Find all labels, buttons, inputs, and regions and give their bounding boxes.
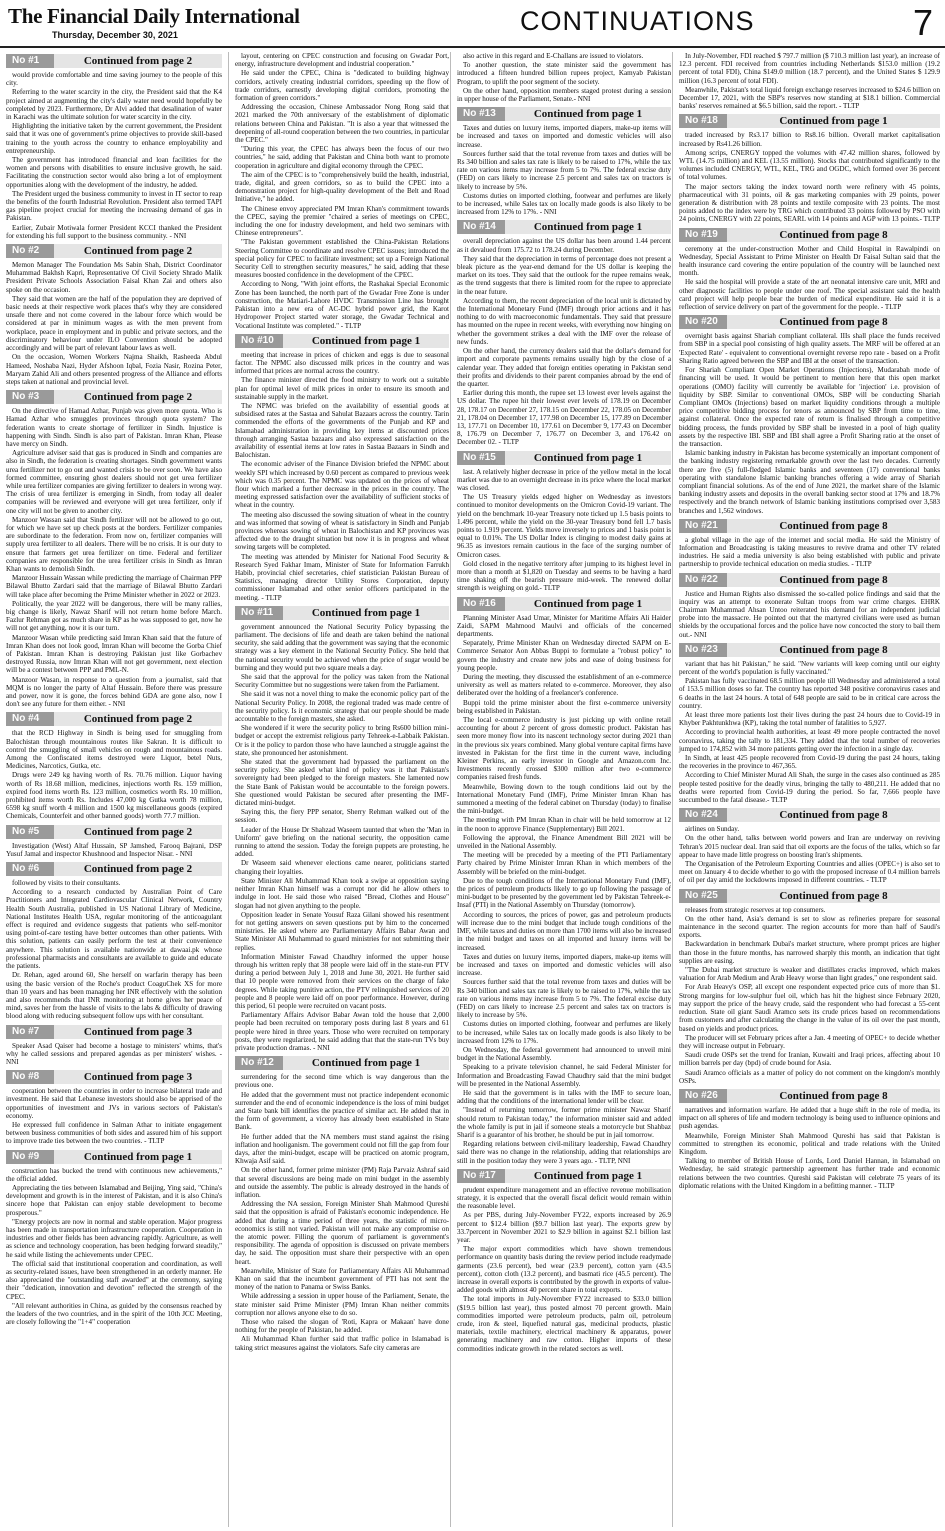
story-paragraph: On the other hand, opposition members staged protest during a session in upper house of the Parliament, Senate.- NNI bbox=[457, 86, 671, 104]
story-number: No #9 bbox=[6, 1150, 54, 1164]
story-number: No #20 bbox=[679, 315, 727, 329]
story-paragraph: The President urged the business community to invest in IT sector to reap the benefits of the fourth Industrial Revolution. President also termed TAPI gas pipeline project crucial for meeting the increasing demand of gas in Pakistan. bbox=[6, 189, 222, 223]
story-header bbox=[457, 597, 671, 611]
story-number: No #25 bbox=[679, 889, 727, 903]
article-columns bbox=[6, 52, 939, 1527]
story-paragraph: The NPMC was briefed on the availability of essential goods at subsidised rates at the Sastaa and Sahulat Bazaars across the country. Tarin commended the efforts of the governments of the Punjab and KP and Islamabad administration in providing key items at discounted prices through arranging Sastaa bazaars and also expressed satisfaction on the availability of essential items at low rates in Sastaa Bazaars in Sindh and Balochistan. bbox=[235, 401, 449, 460]
continued-from-label: Continued from page 1 bbox=[505, 220, 671, 234]
continued-from-label: Continued from page 2 bbox=[54, 712, 222, 726]
story-paragraph: "All relevant authorities in China, as guided by the consensus reached by the leaders of the two countries, and in the spirit of the 10th JCC Meeting, are closely following the "1+4" cooperation bbox=[6, 1301, 222, 1327]
story-paragraph: Gold closed in the negative territory after jumping to its highest level in more than a month at $1,820 on Tuesday and seems to be having a hard time shaking off the bearish pressure mid-week. The renewed dollar strength is weighing on gold.- TLTP bbox=[457, 559, 671, 593]
story-number: No #22 bbox=[679, 573, 727, 587]
continued-from-label: Continued from page 2 bbox=[54, 862, 222, 876]
story-header bbox=[235, 334, 449, 348]
story-paragraph: traded increased by Rs3.17 billion to Rs8.16 billion. Overall market capitalisation increased by Rs41.26 billion. bbox=[679, 131, 940, 148]
story-paragraph: meeting that increase in prices of chicken and eggs is due to seasonal factor. The NPMC also discussed milk prices in the country and was informed that prices are normal across the country. bbox=[235, 350, 449, 376]
story-paragraph: On the other hand, former prime minister (PM) Raja Parvaiz Ashraf said that several discussions are being made on mini budget in the assembly and outside the assembly. The public is already destroyed in the hands of inflation. bbox=[235, 1166, 449, 1199]
story-paragraph: Investigation (West) Altaf Hussain, SP Jamshed, Farooq Bajrani, DSP Yusuf Jamal and inspector Khushnood and Inspector Nisar. - NNI bbox=[6, 841, 222, 858]
story-paragraph: For Shariah Compliant Open Market Operations (Injections), Mudarabah mode of financing will be used. It would be pertinent to mention here that this open market operations (OMO) facility will currently be available for 'injection' i.e. provision of liquidity by SBP. Similar to conventional OMOs, SBP will be conducting Shariah Compliant OMOs (Injections) based on market liquidity conditions through a multiple price competitive bidding process for tenors as announced by SBP from time to time, against collateral. Once the expected rate of return is finalised through a competitive bidding process, the funds provided by SBP shall be invested in a pool of high quality assets by the respective IBI. SBP and IBI shall agree a Profit Sharing ratio at the onset of the transaction. bbox=[679, 366, 940, 448]
story-number: No #23 bbox=[679, 643, 727, 657]
page-number: 7 bbox=[912, 2, 933, 43]
story-paragraph: "During this year, the CPEC has always been the focus of our two countries," he said, adding that Pakistan and China both want to promote cooperation in agriculture and digital economy through the CPEC. bbox=[235, 145, 449, 170]
story-paragraph: a global village in the age of the internet and social media. He said the Ministry of Information and Broadcasting is taking measures to revive drama and other TV related industries. He said a media university is also being established with public and private partnership to provide technical education on media studies. - TLTP bbox=[679, 535, 940, 569]
continued-from-label: Continued from page 1 bbox=[727, 114, 940, 128]
continued-story bbox=[679, 808, 940, 884]
story-paragraph: Saying this, the fiery PPP senator, Sherry Rehman walked out of the session. bbox=[235, 808, 449, 825]
story-paragraph: The economic adviser of the Finance Division briefed the NPMC about weekly SPI which increased by 0.60 percent as compared to previous week which was 0.35 percent. The NPMC was updated on the prices of wheat flour which marked a further decrease in the prices in the country. The meeting expressed satisfaction over the availability of sufficient stocks of wheat in the country. bbox=[235, 460, 449, 510]
story-number: No #19 bbox=[679, 228, 727, 242]
story-paragraph: last. A relatively higher decrease in price of the yellow metal in the local market was due to an overnight decrease in its price where the local market was closed. bbox=[457, 467, 671, 492]
story-number: No #1 bbox=[6, 54, 54, 68]
continued-story bbox=[679, 114, 940, 223]
continued-from-label: Continued from page 1 bbox=[505, 107, 671, 121]
story-paragraph: According to Nong, "With joint efforts, the Rashakai Special Economic Zone has been launched, the north part of the Gwadar Free Zone is under construction, the Matiari-Lahore HVDC Transmission Line has brought Pakistan into a new era of AC-DC hybrid power grid, the Karot Hydropower Project started water storage, the Gwadar Technical and Vocational Institute was completed." - TLTP bbox=[235, 280, 449, 330]
story-paragraph: Islamic banking industry in Pakistan has become systemically an important component of the banking industry registering remarkable growth over the last two decades. Currently there are five (5) full-fledged Islamic banks and seventeen (17) conventional banks operating with standalone Islamic banking branches offering a wide array of Shariah compliant financial solutions. As of the end of June 2021, the market share of the Islamic banking industry assets and deposits in the overall banking sector stood at 17% and 18.7% respectively and the branch network of Islamic banking institutions comprised over 3,583 branches and 1,562 windows. bbox=[679, 449, 940, 515]
continued-story bbox=[679, 228, 940, 312]
section-title: CONTINUATIONS bbox=[520, 6, 755, 36]
story-number: No #8 bbox=[6, 1070, 54, 1084]
continued-story bbox=[679, 1089, 940, 1190]
story-paragraph: On the directive of Hamad Azhar, Punjab was given more quota. Who is Hamad Azhar who smuggles provinces through quota system? The federation wants to create shortage of fertilizer in Sindh. Injustice is happening with Sindh. Sindh is also part of Pakistan. Imran Khan, Please have mercy on Sindh. bbox=[6, 407, 222, 448]
story-paragraph: The major export commodities which have shown tremendous performance on quantity basis during the review period include readymade garments (23.6 percent), bed wear (23.9 percent), cotton yarn (43.5 percent), cotton cloth (13.2 percent), and basmati rice (45.5 percent). The increase in overall exports is contributed by the growth in exports of value-added goods with almost 40 percent share in total exports. bbox=[457, 1245, 671, 1295]
story-paragraph: prudent expenditure management and an effective revenue mobilisation strategy, it is expected that the overall fiscal deficit would remain within the reasonable level. bbox=[457, 1185, 671, 1211]
continued-story bbox=[457, 52, 671, 103]
story-paragraph: The government has introduced financial and loan facilities for the women and persons with disabilities to ensure inclusive growth, he said. Facilitating the construction sector would also bring a lot of employment opportunities along with the development of the industry, he added. bbox=[6, 156, 222, 189]
continued-story bbox=[679, 315, 940, 514]
continued-from-label: Continued from page 3 bbox=[54, 1025, 222, 1039]
story-paragraph: During the meeting, they discussed the establishment of an e-commerce university as well as matters related to e-commerce. Moreover, they also deliberated over the holding of a freelancer's conference. bbox=[457, 673, 671, 698]
story-paragraph: For Arab Heavy's OSP, all except one respondent expected price cuts of more than $1. Strong margins for low-sulphur fuel oil, which has hit the highest since February 2020, may support the price of the heavy crude, said the respondent who had forecast a 55-cent reduction. State oil giant Saudi Aramco sets its crude prices based on recommendations from customers and after calculating the change in the value of its oil over the past month, based on yields and product prices. bbox=[679, 983, 940, 1033]
story-paragraph: The local e-commerce industry is just picking up with online retail accounting for about 2 percent of gross domestic product. Pakistan has seen more money flow into its nascent technology sector during 2021 than in the previous six years combined. Many global venture capital firms have invested in Pakistan for the first time in the current wave, including Kleiner Perkins, an early investor in Google and Amazon.com Inc. Investments recently crossed $300 million after two e-commerce companies raised fresh funds. bbox=[457, 716, 671, 782]
story-paragraph: overnight basis against Shariah compliant collateral. IIIs shall place the funds received from SBP in a special pool consisting of high quality assets. The MRF will be offered at an 'Expected Rate' - equivalent to conventional overnight reverse repo rate - based on a Profit Sharing Ratio agreed between the SBP and IBI at the onset of the transaction. bbox=[679, 332, 940, 365]
story-paragraph: On the other hand, the currency dealers said that the dollar's demand for import and corporate payments remains usually high by the close of a calendar year. They added that foreign entities operating in Pakistan send their profits and dividends to their parent companies abroad by the end of the quarter. bbox=[457, 347, 671, 388]
continued-from-label: Continued from page 1 bbox=[283, 1056, 449, 1070]
story-header bbox=[6, 390, 222, 404]
story-paragraph: Customs duties on imported clothing, footwear and perfumes are likely to be increased, while Sales tax on locally made goods is also likely to be increased from 12% to 17%. bbox=[457, 1020, 671, 1045]
story-header bbox=[235, 1056, 449, 1070]
continued-story bbox=[457, 107, 671, 216]
story-paragraph: She wondered if it were the security policy to bring Rs600 billion mini-budget or accept the extremist religious party Tehreek-e-Labbaik Pakistan. Or is it the policy to pardon those who have launched a struggle against the state, she pronounced her astonishment. bbox=[235, 724, 449, 757]
story-paragraph: According to provincial health authorities, at least 49 more people contracted the novel coronavirus, taking the tally to 181,334. They added that the total number of recoveries jumped to 174,852 with 34 more patients getting over the infection in a single day. bbox=[679, 728, 940, 753]
story-paragraph: construction has bucked the trend with continuous new achievements," the official added. bbox=[6, 1166, 222, 1183]
story-header bbox=[679, 114, 940, 128]
column-1 bbox=[6, 52, 222, 1527]
story-paragraph: releases from strategic reserves at top consumers. bbox=[685, 905, 826, 914]
story-paragraph: Memon Manager The Foundation Ms Sabin Shah, District Coordinator Muhammad Bakhsh Kapri, Representative Of Civil Society Shrado Malik President Private Schools Association Faisal Khan Zai and others also spoke on the occasion. bbox=[6, 261, 222, 294]
story-paragraph: He expressed full confidence in Salman Athar to initiate engagement between business communities of both sides and assured him of his support to improve trade ties between the two countries. - TLTP bbox=[6, 1120, 222, 1146]
story-paragraph: Planning Minister Asad Umar, Minister for Maritime Affairs Ali Haider Zaidi, SAPM Mahmood Maulvi and officials of the concerned departments. bbox=[457, 613, 671, 638]
story-number: No #16 bbox=[457, 597, 505, 611]
story-number: No #12 bbox=[235, 1056, 283, 1070]
continued-from-label: Continued from page 8 bbox=[727, 519, 940, 533]
continued-from-label: Continued from page 1 bbox=[283, 334, 449, 348]
story-paragraph: Speaker Asad Qaiser had become a hostage to ministers' whims, that's why he called sessions and prepared agendas as per ministers' wishes. - NNI bbox=[6, 1041, 222, 1066]
continued-story bbox=[679, 889, 940, 1085]
story-paragraph: They said that women are the half of the population they are deprived of basic needs at their respective work places that's why they are considered unsafe there and not come covered in the labour force which would be considered at par in minimum wages as with the men prevent from workplace, peace in employment and in public and private sectors, and the discriminatory behaviour under ILO Convention should be adopted accordingly and will be part of relevant labour laws as well. bbox=[6, 294, 222, 353]
continued-story bbox=[679, 52, 940, 110]
story-number: No #6 bbox=[6, 862, 54, 876]
continued-story bbox=[6, 1070, 222, 1145]
story-paragraph: Highlighting the initiative taken by the current government, the President said that it was one of government's prime objectives to provide skill-based training to the youth across the country to enhance employability and entrepreneurship. bbox=[6, 122, 222, 155]
story-paragraph: "The Pakistan government established the China-Pakistan Relations Steering Committee to coordinate and resolve CPEC issues; introduced the special policy for CPEC to facilitate investment; set up a Foreign National Security Cell to strengthen security measures," he said, adding that these measures boosted confidence in the development of the CPEC. bbox=[235, 238, 449, 280]
continued-from-label: Continued from page 1 bbox=[505, 451, 671, 465]
story-header bbox=[6, 1025, 222, 1039]
story-paragraph: Justice and Human Rights also dismissed the so-called police findings and said that the inquiry was an attempt to exonerate Sultan troops from war crime charges. EHRK Chairman Muhammad Ahsan Untoo reiterated his demand for an independent judicial probe into the massacre. He pointed out that the martyred civilians were used as human shields by the occupational forces and the police have now concocted the story to bail them out.- NNI bbox=[679, 589, 940, 639]
story-paragraph: Manzoor Wassan said that Sindh fertilizer will not be allowed to go out, for which we have set up check posts at the borders. Fertilizer companies are subordinate to the federation. From now on, fertilizer companies will supply urea fertilizer to all dealers. There will be no crisis. It is our duty to ensure that farmers get urea fertilizer on time. Federal and fertilizer companies are responsible for the urea fertilizer crisis in Sindh as Imran Khan wants to demolish Sindh. bbox=[6, 515, 222, 573]
story-paragraph: Meanwhile, Pakistan's total liquid foreign exchange reserves increased to $24.6 billion on December 17, 2021, with the SBP's reserves now standing at $18.1 billion. Commercial banks' reserves remained at $6.5 billion, said the report. - TLTP bbox=[679, 85, 940, 111]
story-paragraph: Backwardation in benchmark Dubai's market structure, where prompt prices are higher than those in the future months, has narrowed sharply this month, an indication that tight supplies are easing. bbox=[679, 940, 940, 965]
story-paragraph: Customs duties on imported clothing, footwear and perfumes are likely to be increased, while Sales tax on locally made goods is also likely to be increased from 12% to 17%. - NNI bbox=[457, 191, 671, 217]
story-paragraph: surrendering for the second time which is way dangerous than the previous one. bbox=[235, 1073, 449, 1090]
masthead bbox=[0, 0, 945, 48]
continued-story bbox=[457, 1169, 671, 1353]
story-paragraph: Dr. Rehan, aged around 60, She herself on warfarin therapy has been using the basic version of the Roche's product CoaguChek XS for more than 10 years and has been managing her INR effectively with the solution and also recommends that INR monitoring at home gives her peace of mind, saves her from the hassle of visits to the labs & difficulty of drawing blood along with reducing subsequent follow ups with her consultant. bbox=[6, 971, 222, 1021]
story-paragraph: narratives and information warfare. He added that a huge shift in the role of media, its impact on all spheres of life and modern technology is being used to influence opinions and push agendas. bbox=[679, 1105, 940, 1131]
continued-from-label: Continued from page 1 bbox=[505, 597, 671, 611]
story-paragraph: The official said that institutional cooperation and coordination, as well as security-related issues, have been strengthened in an orderly manner. He also appreciated the "outstanding staff awarded" at the ceremony, saying their "dedication, innovation and devotion" reflected the strength of the CPEC. bbox=[6, 1259, 222, 1301]
story-paragraph: Manzoor Wasan, in response to a question from a journalist, said that MQM is no longer the party of Altaf Hussain. Before there was pressure and power, now it is gone, the forces behind GDA are gone also, now I don't see any future for them either. - NNI bbox=[6, 675, 222, 709]
story-number: No #26 bbox=[679, 1089, 727, 1103]
continued-from-label: Continued from page 8 bbox=[727, 643, 940, 657]
story-paragraph: On the other hand, Asia's demand is set to slow as refineries prepare for seasonal maintenance in the second quarter. The region accounts for more than half of Saudi's exports. bbox=[679, 914, 940, 940]
story-paragraph: Manzoor Wasan while predicting said Imran Khan said that the future of Imran Khan does not look good, Imran Khan will become the Gorba Chief of Pakistan. Imran Khan is destroying Pakistan just like Gorbachev destroyed Russia, now Imran Khan will not get government, next election will be a contest between PPP and PML-N. bbox=[6, 633, 222, 675]
story-paragraph: The producer will set February prices after a Jan. 4 meeting of OPEC+ to decide whether they will increase output in February. bbox=[679, 1033, 940, 1050]
story-paragraph: Addressing the occasion, Chinese Ambassador Nong Rong said that 2021 marked the 70th anniversary of the establishment of diplomatic relations between China and Pakistan. "It is also a year that witnessed the deepening of all-round cooperation between the two countries, in particular the CPEC." bbox=[235, 103, 449, 145]
story-number: No #2 bbox=[6, 244, 54, 258]
story-header bbox=[235, 606, 449, 620]
story-paragraph: also active in this regard and E-Challans are issued to violators. bbox=[463, 52, 644, 60]
story-paragraph: The Chinese envoy appreciated PM Imran Khan's commitment towards the CPEC, saying the premier "chaired a series of meetings on CPEC, including the one for industry development, and held two seminars with Chinese entrepreneurs". bbox=[235, 204, 449, 238]
story-paragraph: "The Dubai market structure is weaker and distillates cracks improved, which makes valuation for Arab Medium and Arab Heavy worse than light grades," one respondent said. bbox=[679, 966, 940, 983]
story-paragraph: Taxes and duties on luxury items, imported diapers, make-up items will be increased and taxes on imported and domestic vehicles will also increase. bbox=[457, 124, 671, 149]
column-4 bbox=[672, 52, 940, 1527]
story-paragraph: Parliamentary Affairs Advisor Babar Awan told the house that 2,000 people had been recruited on temporary posts during last 8 years and 61 people were hired in three years. Those who were recruited on temporary posts, they were regularized, he said adding that that the state-run TVs buy private production dramas. - NNI bbox=[235, 1011, 449, 1052]
story-paragraph: Politically, the year 2022 will be dangerous, there will be many rallies, big change is likely, Nawaz Sharif will not return home before March. Fazlur Rehman got as much share in KP as he was supposed to get, now he will not get anything, now it is our turn. bbox=[6, 599, 222, 633]
story-paragraph: overall depreciation against the US dollar has been around 1.44 percent as it devalued from 175.72 to 178.24 during December. bbox=[457, 237, 671, 254]
story-paragraph: Ali Muhammad Khan further said that traffic police in Islamabad is taking strict measures against the violators. Safe city cameras are bbox=[235, 1335, 449, 1352]
continued-story bbox=[6, 1025, 222, 1067]
continued-from-label: Continued from page 8 bbox=[727, 315, 940, 329]
story-paragraph: On the other hand, talks between world powers and Iran are underway on reviving Tehran's 2015 nuclear deal. Iran said that oil exports are the focus of the talks, which so far appear to have made little progress on boosting Iran's shipments. bbox=[679, 834, 940, 859]
story-header bbox=[457, 107, 671, 121]
story-paragraph: At least three more patients lost their lives during the past 24 hours due to Covid-19 in Khyber Pakhtunkhwa (KP), taking the total number of fatalities to 5,927. bbox=[679, 711, 940, 728]
story-paragraph: Meanwhile, Foreign Minister Shah Mahmood Qureshi has said that Pakistan is committed to strengthen its economic, political and trade relations with the United Kingdom. bbox=[679, 1131, 940, 1156]
story-paragraph: The US Treasury yields edged higher on Wednesday as investors continued to monitor developments on the Omicron Covid-19 variant. The yield on the benchmark 10-year Treasury note ticked up 1.5 basis points to 1.496 percent, while the yield on the 30-year Treasury bond fell 1.7 basis points to 1.919 percent. Yields move inversely to prices and 1 basis point is equal to 0.01%. The US Dollar Index is clinging to modest daily gains at 96.35 as investors remain cautious in the face of the surging number of Omicron cases. bbox=[457, 493, 671, 559]
story-number: No #13 bbox=[457, 107, 505, 121]
story-header bbox=[679, 228, 940, 242]
story-paragraph: The major sectors taking the index toward north were refinery with 45 points, pharmaceutical with 31 points, oil & gas marketing companies with 29 points, power generation & distribution with 28 points and textile composite with 23 points. The most points added to the index were by TRG which contributed 33 points followed by PSO with 24 points, CNERGY with 22 points, SEARL with 14 points and AGP with 13 points.- TLTP bbox=[679, 182, 940, 224]
story-header bbox=[679, 808, 940, 822]
story-paragraph: He further added that the NA members must stand against the rising inflation and hooliganism. The government could not fill the gap from four days, after the mini-budget, escape will be practiced on atomic program, Khwaja Asif said. bbox=[235, 1132, 449, 1166]
story-paragraph: Agriculture adviser said that gas is produced in Sindh and companies are also in Sindh, the federation is creating shortages. Sindh government wants urea fertilizer not to go out and wanted crisis to be over soon. We have also formed committee, ensuring ghost dealers should not get urea fertilizer while urea fertilizer companies are giving fertilizer to dealers in wrong way. The crisis of urea fertilizer is emerging in Sindh, from today all dealer companies will be reviewed and everyone will get urea fertilizer, only if one city will not be given to another city. bbox=[6, 449, 222, 515]
continued-from-label: Continued from page 8 bbox=[727, 889, 940, 903]
story-paragraph: Opposition leader in Senate Yousuf Raza Gilani showed his resentment for not getting answers on seven questions put by him to the concerned ministries. He asked where are Parliamentary Affairs Babar Awan and State Minister Ali Muhammad to guard ministries for not submitting their replies. bbox=[235, 910, 449, 952]
story-header bbox=[679, 889, 940, 903]
story-paragraph: The aim of the CPEC is to "comprehensively build the health, industrial, trade, digital, and green corridors, so as to build the CPEC into a demonstration project for high-quality development of the Belt and Road Initiative," he added. bbox=[235, 170, 449, 204]
story-paragraph: While addressing a session in upper house of the Parliament, Senate, the state minister said Prime Minister (PM) Imran Khan neither commits corruption nor allows anyone else to do so. bbox=[235, 1292, 449, 1317]
story-paragraph: Speaking to a private television channel, he said Federal Minister for Information and Broadcasting Fawad Chaudhry said that the mini budget will be presented in the National Assembly. bbox=[457, 1063, 671, 1088]
continued-story bbox=[679, 519, 940, 569]
story-paragraph: They said that the depreciation in terms of percentage does not present a bleak picture as the year-end demand for the US dollar is keeping the market on its toes. They said that the outlook for the rupee remains weak, as the trend suggests that there is limited room for the rupee to appreciate in the near future. bbox=[457, 254, 671, 296]
story-paragraph: He said under the CPEC, China is "dedicated to building highway corridors, actively creating industrial corridors, speeding up the flow of trade corridors, earnestly developing digital corridors, promoting the formation of green corridors." bbox=[235, 69, 449, 103]
story-paragraph: Manzoor Hussain Wassan while predicting the marriage of Chairman PPP Bilawal Bhutto Zardari said that the marriage of Bilawal Bhutto Zardari will take place after becoming the Prime Minister whether in 2022 or 2023. bbox=[6, 574, 222, 599]
story-paragraph: On the occasion, Women Workers Najma Shaikh, Rasheeda Abdul Hameed, Noshaba Nazi, Hyder Afshoon Iqbal, Fozia Nasir, Rozina Peter, Maryam Zahid Ali and others presented progress of the Alliance and efforts steps taken at national and provincial level. bbox=[6, 353, 222, 386]
continued-from-label: Continued from page 1 bbox=[505, 1169, 671, 1183]
story-paragraph: Leader of the House Dr Shahzad Waseem taunted that when the 'Man in Uniform' gave briefing on the national security, the opposition came running to attend the session. Today the foreign puppets are protesting, he added. bbox=[235, 825, 449, 859]
story-number: No #10 bbox=[235, 334, 283, 348]
story-number: No #17 bbox=[457, 1169, 505, 1183]
story-paragraph: The total imports in July-November FY22 increased to $33.0 billion ($19.5 billion last year), thus posted almost 70 percent growth. Main commodities imported were petroleum products, palm oil, petroleum crude, iron & steel, liquefied natural gas, medicinal products, plastic materials, textile machinery, electrical machinery & apparatus, power generating machinery and raw cotton. Higher imports of these commodities indicate growth in the related sectors as well. bbox=[457, 1295, 671, 1353]
story-paragraph: The meeting also discussed the sowing situation of wheat in the country and was informed that sowing of wheat is satisfactory in Sindh and Punjab provinces whereas sowing of wheat in Balochistan and KP provinces was affected due to the draught situation but now it is in progress and wheat sowing targets will be completed. bbox=[235, 510, 449, 552]
story-paragraph: Buppi told the prime minister about the first e-commerce university being established in Pakistan. bbox=[457, 698, 671, 715]
story-number: No #21 bbox=[679, 519, 727, 533]
story-paragraph: Dr Waseem said whenever elections came nearer, politicians started changing their loyalties. bbox=[235, 859, 449, 876]
story-paragraph: The Organisation of the Petroleum Exporting Countries and allies (OPEC+) is also set to meet on January 4 to decide whether to go with the proposed increase of 0.4 million barrels of oil per day amid the lockdowns imposed in different countries. - TLTP bbox=[679, 860, 940, 885]
story-number: No #4 bbox=[6, 712, 54, 726]
story-paragraph: Meanwhile, Minister of State for Parliamentary Affairs Ali Muhammad Khan on said that the incumbent government of PTI has not sent the money of the nation to Panama or Swiss Banks. bbox=[235, 1266, 449, 1292]
continued-story bbox=[6, 1150, 222, 1327]
story-number: No #11 bbox=[235, 606, 283, 620]
continued-from-label: Continued from page 2 bbox=[54, 244, 222, 258]
story-paragraph: According to them, the recent depreciation of the local unit is dictated by the International Monetary Fund (IMF) through prior actions and it has nothing to do with macroeconomic fundamentals. They said that pressure has mounted on the rupee in recent weeks, with everything now hinging on whether the government strikes a deal with the IMF over the release of new funds. bbox=[457, 296, 671, 346]
story-paragraph: Saudi Aramco officials as a matter of policy do not comment on the kingdom's monthly OSPs. bbox=[679, 1068, 940, 1085]
story-header bbox=[6, 712, 222, 726]
story-header bbox=[6, 1150, 222, 1164]
story-paragraph: Talking to member of British House of Lords, Lord Daniel Hannan, in Islamabad on Wednesday, he said strategic partnership agreement has further trade and economic relations between the two countries. Qureshi said Pakistan will celebrate 75 years of its diplomatic relations with the United Kingdom in a befitting manner. - TLTP bbox=[679, 1157, 940, 1190]
story-paragraph: The meeting with PM Imran Khan in chair will be held tomorrow at 12 in the noon to approve Finance (Supplementary) Bill 2021. bbox=[457, 816, 671, 833]
story-number: No #15 bbox=[457, 451, 505, 465]
story-paragraph: Earlier, Zubair Motiwala former President KCCI thanked the President for extending his full support to the business community. - NNI bbox=[6, 223, 222, 240]
story-paragraph: He said the hospital will provide a state of the art neonatal intensive care unit, MRI and other diagnostic facilities to people under one roof. The special assistant said the health card project will help people bear the burden of medical expenditure. He said it is a reflection of service delivery on part of the government for the people. - TLTP bbox=[679, 278, 940, 312]
story-paragraph: ceremony at the under-construction Mother and Child Hospital in Rawalpindi on Wednesday, Special Assistant to Prime Minister on Health Dr Faisal Sultan said that the health insurance card covering the entire population of the country will be launched next month. bbox=[679, 244, 940, 278]
story-paragraph: State Minister Ali Muhammad Khan took a swipe at opposition saying neither Imran Khan himself was a corrupt nor did he allow others to indulge in loot. He said those who raised "Bread, Clothes and House" slogan had not given anything to the people. bbox=[235, 876, 449, 910]
story-paragraph: He added that the government must not practice independent economic surrender and the end of economic independence is the loss of mini budget and State bank bill identifies the practice of similar act. He added that in the form of government, a viceroy has already been established in State Bank. bbox=[235, 1090, 449, 1132]
story-paragraph: Separately, Prime Minister Khan on Wednesday directed SAPM on E-Commerce Senator Aon Abbas Buppi to formulate a "robust policy" to govern the industry and create new jobs and ease of doing business for young people. bbox=[457, 639, 671, 672]
story-paragraph: He said that the government is in talks with the IMF to secure loan, adding that the conditions of the international lender will be clear. bbox=[457, 1088, 671, 1106]
continued-from-label: Continued from page 2 bbox=[54, 825, 222, 839]
story-paragraph: The meeting was attended by Minister for National Food Security & Research Syed Fakhar Imam, Minister of State for Information Farrukh Habib, provincial chief secretaries, chief statistician Pakistan Bureau of Statistics, managing director Utility Stores Corporation, deputy commissioner Islamabad and other senior officers participated in the meeting. - TLTP bbox=[235, 552, 449, 602]
story-paragraph: "Energy projects are now in normal and stable operation. Major progress has been made in transportation infrastructure cooperation. Cooperation in industries and other fields has been advancing rapidly. Agriculture, as well as science and technology cooperation, has been hedging forward steadily," he said while listing the achievements under CPEC. bbox=[6, 1217, 222, 1259]
story-header bbox=[679, 643, 940, 657]
story-paragraph: In Sindh, at least 425 people recovered from Covid-19 during the past 24 hours, taking the recoveries in the province to 467,365. bbox=[679, 754, 940, 771]
continued-story bbox=[235, 606, 449, 1052]
story-number: No #7 bbox=[6, 1025, 54, 1039]
continued-from-label: Continued from page 2 bbox=[54, 390, 222, 404]
story-header bbox=[6, 54, 222, 68]
story-paragraph: On Wednesday, the federal government had announced to unveil mini budget in the National Assembly. bbox=[457, 1045, 671, 1063]
story-paragraph: that the RCD Highway in Sindh is being used for smuggling from Balochistan through mountainous routes like Sakran. It is difficult to control the smuggling of small vehicles on rough and mountainous roads. Among the Confiscated items destroyed were Liquor, betel Nuts, Medicines, Narcotics, Gutka, etc. bbox=[6, 729, 222, 771]
story-header bbox=[457, 1169, 671, 1183]
story-number: No #24 bbox=[679, 808, 727, 822]
story-paragraph: Sources further said that the total revenue from taxes and duties will be Rs 340 billion and sales tax rate is likely to be raised to 17%, while the tax rate on various items may increase from 5 to 7%. The federal excise duty (FED) on cars likely to increase 2.5 percent and sales tax on tractors is likely to increase by 5%. bbox=[457, 978, 671, 1020]
continued-from-label: Continued from page 1 bbox=[54, 1150, 222, 1164]
story-paragraph: "Instead of returning tomorrow, former prime minister Nawaz Sharif should return to Pakistan today," the information minister said and added the whole family is put in jail if someone steals a motorcycle but Shahbaz Sharif is a guarantor of his brother, he should be put in jail tomorrow. bbox=[457, 1106, 671, 1139]
story-header bbox=[457, 220, 671, 234]
story-paragraph: Information Minister Fawad Chaudhry informed the upper house through his written reply that 38 people were laid off in the state-run PTV during a period between July 1, 2018 and June 30, 2021. He further said that 10 people were removed from their services on the charge of fake degrees. While taking punitive action, the PTV relinquished services of 20 people and 8 people were laid off on poor performance. However, during this period, 61 people were recruited on vacant posts. bbox=[235, 952, 449, 1010]
continued-story bbox=[6, 862, 222, 1020]
story-paragraph: Saudi crude OSPs set the trend for Iranian, Kuwaiti and Iraqi prices, affecting about 10 million barrels per day (bpd) of crude bound for Asia. bbox=[679, 1051, 940, 1068]
story-paragraph: cooperation between the countries in order to increase bilateral trade and investment. He said that Lebanese investors should also be apprised of the opportunities of investment and JVs in various sectors of Pakistan's economy. bbox=[6, 1087, 222, 1120]
continued-story bbox=[235, 334, 449, 602]
continued-from-label: Continued from page 8 bbox=[727, 1089, 940, 1103]
story-paragraph: government announced the National Security Policy bypassing the parliament. The decisions of life and death are taken behind the national security, she said adding that the government was saying that the economic strategy was a key element in the National Security Policy. She held that the national security would be achieved when the price of sugar would be burning and they would put two square meals a day. bbox=[235, 622, 449, 672]
story-paragraph: Among scrips, CNERGY topped the volumes with 47.42 million shares, followed by WTL (14.75 million) and KEL (13.55 million). Stocks that contributed significantly to the volumes included CNERGY, WTL, KEL, TRG and OGDC, which formed over 36 percent of total volumes. bbox=[679, 148, 940, 182]
newspaper-brand: The Financial Daily International bbox=[8, 4, 300, 28]
continued-from-label: Continued from page 1 bbox=[283, 606, 449, 620]
story-paragraph: She said that the approval for the policy was taken from the National Security Committee but no suggestions were taken from the Parliament. bbox=[235, 673, 449, 690]
story-paragraph: followed by visits to their consultants. bbox=[12, 879, 121, 888]
story-header bbox=[679, 573, 940, 587]
column-2 bbox=[228, 52, 449, 1527]
continued-story bbox=[457, 597, 671, 1165]
story-paragraph: The finance minister directed the food ministry to work out a suitable plan for optimal level of milk prices in order to ensure its smooth and sustainable supply in the market. bbox=[235, 376, 449, 401]
story-paragraph: Due to the tough conditions of the International Monetary Fund (IMF), the prices of petroleum products likely to go up following the passage of mini-budget to be presented by the government led by Pakistan Tehreek-e-Insaf (PTI) in the National Assembly on Thursday (tomorrow). bbox=[457, 876, 671, 910]
story-paragraph: Drugs were 249 kg having worth of Rs. 70.76 million. Liquor having worth of Rs 18.68 million, medicines, injections worth Rs. 159 million, expired food items worth Rs. 123 million, cosmetics worth Rs. 10 million, prohibited items worth Rs. Includes 47,000 kg Gutka worth 78 million, 6598 kg snuff worth 4 million and 1500 kg miscellaneous goods (expired Chemicals, Counterfeit and other banned goods) worth 77.7 million. bbox=[6, 771, 222, 821]
story-number: No #3 bbox=[6, 390, 54, 404]
story-paragraph: variant that has hit Pakistan," he said. "New variants will keep coming until our eighty percent of the world's population is fully vaccinated." bbox=[679, 659, 940, 676]
issue-date: Thursday, December 30, 2021 bbox=[52, 30, 178, 40]
story-paragraph: Following the approval, the Finance Amendment Bill 2021 will be unveiled in the National Assembly. bbox=[457, 833, 671, 851]
story-paragraph: As per PBS, during July-November FY22, exports increased by 26.9 percent to $12.4 billion ($9.7 billion last year). The exports grew by 33.7percent in November 2021 to $2.9 billion in against $2.1 billion last year. bbox=[457, 1211, 671, 1244]
story-paragraph: To another question, the state minister said the government has introduced a fifteen hundred billion rupees project, Kamyab Pakistan Program, to uplift the poor segment of the society. bbox=[457, 61, 671, 86]
continued-story bbox=[6, 244, 222, 386]
story-paragraph: Sources further said that the total revenue from taxes and duties will be Rs 340 billion and sales tax rate is likely to be raised to 17%, while the tax rate on various items may increase from 5 to 7%. The federal excise duty (FED) on cars likely to increase 2.5 percent and sales tax on tractors is likely to increase by 5%. bbox=[457, 149, 671, 191]
story-paragraph: Taxes and duties on luxury items, imported diapers, make-up items will be increased and taxes on imported and domestic vehicles will also increase. bbox=[457, 952, 671, 978]
story-paragraph: Referring to the water scarcity in the city, the President said that the K4 project aimed at augmenting the city's daily water need would hopefully be completed by 2023. Furthermore, Dr Alvi added that desalination of water in Karachi was the ultimate solution for water scarcity in the city. bbox=[6, 88, 222, 122]
story-header bbox=[679, 519, 940, 533]
story-header bbox=[457, 451, 671, 465]
story-paragraph: Those who raised the slogan of 'Roti, Kapra or Makaan' have done nothing for the people of Pakistan, he added. bbox=[235, 1318, 449, 1335]
story-number: No #5 bbox=[6, 825, 54, 839]
continued-story bbox=[6, 712, 222, 820]
story-paragraph: Pakistan has fully vaccinated 68.5 million people till Wednesday and administered a total of 153.5 million doses so far. The country has reported 348 positive coronavirus cases and 6 deaths in the last 24 hours. A total of 648 people are said to be in critical care across the country. bbox=[679, 677, 940, 710]
continued-from-label: Continued from page 8 bbox=[727, 573, 940, 587]
continued-story bbox=[235, 1056, 449, 1352]
story-number: No #14 bbox=[457, 220, 505, 234]
continued-story bbox=[457, 220, 671, 446]
story-paragraph: In July-November, FDI reached $ 797.7 million ($ 710.3 million last year), an increase of 12.3 percent. FDI received from countries including Netherlands $153.0 million (19.2 percent of total FDI), China $149.0 million (18.7 percent), and the United States $ 129.9 million (16.3 percent of total FDI). bbox=[679, 52, 940, 85]
story-paragraph: She said it was not a novel thing to make the economic policy part of the National Security Policy. In 2008, the regional traded was made centre of the security policy. Is it economic strategy that our people should be made accountable to the foreign masters, she asked. bbox=[235, 690, 449, 724]
continued-story bbox=[235, 52, 449, 330]
story-header bbox=[6, 862, 222, 876]
story-paragraph: According to a research conducted by Australian Point of Care Practitioners and Integrated Cardiovascular Clinical Network, Country Health South Australia, published in US National Library of Medicine, National Institutes Health USA, regular monitoring of the anticoagulant effect is required and evidence suggests that patients who self-monitor using point-of-care testing have better outcomes than other patients. With this solution, patients can easily perform the test at their convenience anywhere. This solution is available nationwide at dawaai.pk whose professional pharmacists and consultants are available to guide and educate the patients. bbox=[6, 888, 222, 971]
continued-story bbox=[6, 54, 222, 240]
continued-story bbox=[457, 451, 671, 593]
story-paragraph: Meanwhile, Bowing down to the tough conditions laid out by the International Monetary Fund (IMF), Prime Minister Imran Khan has summoned a meeting of the federal cabinet on Thursday (today) to finalise the mini-budget. bbox=[457, 782, 671, 816]
story-paragraph: would provide comfortable and time saving journey to the people of this city. bbox=[6, 71, 222, 88]
continued-story bbox=[6, 825, 222, 858]
story-header bbox=[679, 1089, 940, 1103]
story-paragraph: Addressing the NA session, Foreign Minister Shah Mahmood Qureshi said that the opposition is afraid of Pakistan's economic independence. He added that during a time period of three years, the statistic of micro-economics is still not varied. Pakistan will not make any compromise on the atomic power. Filling the quorum of parliament is government's responsibility. The agenda of opposition is discussed on private members day, he said. The opposition must share their perspective with an open heart. bbox=[235, 1200, 449, 1266]
story-header bbox=[6, 1070, 222, 1084]
story-paragraph: layout, centering on CPEC construction and focusing on Gwadar Port, energy, infrastructure development and industrial cooperation." bbox=[235, 52, 449, 69]
story-header bbox=[6, 244, 222, 258]
story-paragraph: She stated that the government had bypassed the parliament on the security policy. She asked what kind of policy was it that Pakistan's sovereignty had been pledged to the foreign masters. She lamented now the State Bank of Pakistan would be accountable to the foreign powers. She questioned would Pakistan be secured after presenting the IMF-dictated mini-budget. bbox=[235, 758, 449, 808]
continued-story bbox=[679, 573, 940, 639]
continued-from-label: Continued from page 8 bbox=[727, 228, 940, 242]
continued-from-label: Continued from page 8 bbox=[727, 808, 940, 822]
story-paragraph: According to sources, the prices of power, gas and petroleum products will increase due to the mini budget that include tough conditions of the IMF, while taxes and duties on more than 1700 items will also be increased in the mini budget and taxes on all imported and luxury items will be increased. bbox=[457, 910, 671, 952]
story-number: No #18 bbox=[679, 114, 727, 128]
story-header bbox=[679, 315, 940, 329]
story-paragraph: Appreciating the ties between Islamabad and Beijing, Ying said, "China's development and growth is in the interest of Pakistan, and it is also China's sincere hope that Pakistan can enjoy stable development to become prosperous." bbox=[6, 1183, 222, 1217]
column-3 bbox=[450, 52, 671, 1527]
continued-story bbox=[679, 643, 940, 804]
story-paragraph: Regarding relations between civil-military leadership, Fawad Chaudhry said there was no change in the relationship, adding that relationships are still in the position today they were 3 years ago. - TLTP, NNI bbox=[457, 1140, 671, 1165]
continued-from-label: Continued from page 3 bbox=[54, 1070, 222, 1084]
story-paragraph: airlines on Sunday. bbox=[685, 825, 740, 834]
continued-from-label: Continued from page 2 bbox=[54, 54, 222, 68]
continued-story bbox=[6, 390, 222, 708]
story-paragraph: According to Chief Minister Murad Ali Shah, the surge in the cases also continued as 285 people tested positive for the deadly virus, bringing the tally to 480,211. He added that no deaths were reported from Covid-19 during the period. So far, 7,666 people have succumbed to the fatal disease.- TLTP bbox=[679, 771, 940, 805]
story-paragraph: The meeting will be preceded by a meeting of the PTI Parliamentary Party chaired by Prime Minister Imran Khan in which members of the Assembly will be briefed on the mini-budget. bbox=[457, 851, 671, 876]
story-paragraph: Earlier during this month, the rupee set 13 lowest ever levels against the US dollar. The rupee hit their lowest ever levels of 178.19 on December 28, 178.17 on December 27, 178.15 on December 22, 178.05 on December 21, 178.04 on December 17, 177.98 on December 15, 177.89 on December 13, 177.71 on December 10, 177.61 on December 9, 177.43 on December 8, 176.79 on December 7, 176.77 on December 3, and 176.42 on December 02. - TLTP bbox=[457, 389, 671, 447]
story-header bbox=[6, 825, 222, 839]
